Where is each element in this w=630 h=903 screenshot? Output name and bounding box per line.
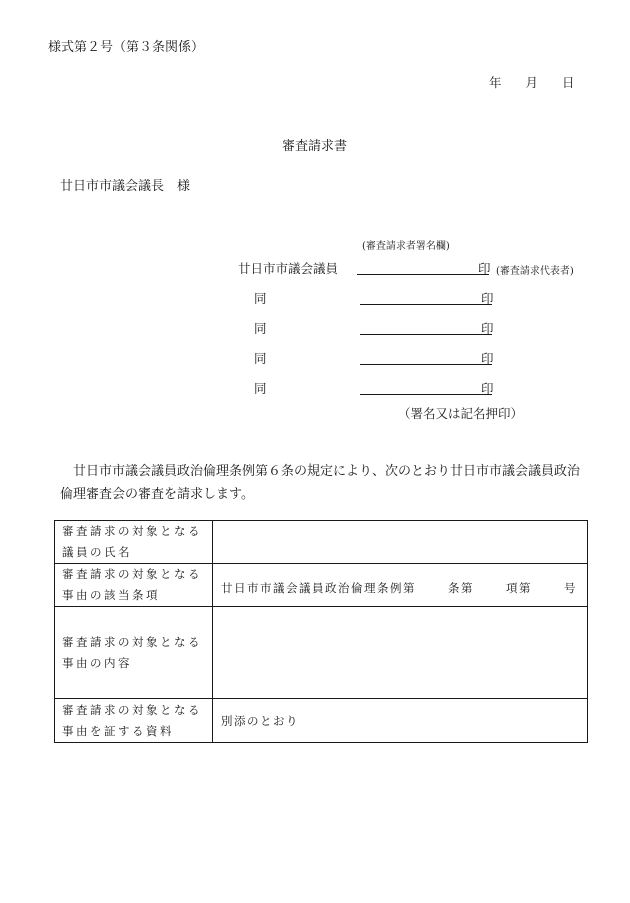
- signature-line: [360, 364, 492, 365]
- date-day: 日: [562, 75, 575, 90]
- table-row: [55, 607, 588, 699]
- seal-mark: 印: [481, 381, 494, 396]
- signature-note: （署名又は記名押印）: [398, 406, 524, 421]
- label-line: 審査請求の対象となる: [62, 567, 202, 581]
- signature-label-same: 同: [254, 351, 267, 366]
- label-line: 事由の内容: [62, 655, 132, 670]
- label-line: 事由の該当条項: [62, 588, 160, 602]
- signature-line: [357, 274, 489, 275]
- representative-note: (審査請求代表者): [496, 266, 574, 277]
- signature-line: [360, 304, 492, 305]
- signature-header: (審査請求者署名欄): [362, 241, 450, 252]
- addressee: 廿日市市議会議長 様: [60, 179, 191, 194]
- label-line: 審査請求の対象となる: [62, 702, 202, 717]
- row-label: [55, 699, 213, 743]
- body-text: 廿日市市議会議員政治倫理条例第６条の規定により、次のとおり廿日市市議会議員政治倫理審査会の審査を請求します。: [60, 464, 581, 502]
- label-line: 審査請求の対象となる: [62, 524, 202, 538]
- table-row: [55, 521, 588, 564]
- seal-mark: 印: [478, 261, 491, 276]
- clause-cell: [213, 564, 588, 607]
- form-number: 様式第２号（第３条関係）: [48, 40, 205, 55]
- signature-label-same: 同: [254, 381, 267, 396]
- date-line: [489, 73, 575, 91]
- request-table: [54, 520, 588, 743]
- clause-prefix: 廿日市市議会議員政治倫理条例第: [221, 581, 416, 595]
- evidence-cell: 別添のとおり: [213, 699, 588, 743]
- date-month: 月: [525, 75, 539, 90]
- signature-line: [360, 334, 492, 335]
- reason-content-cell: [213, 607, 588, 699]
- signature-label-same: 同: [254, 291, 267, 306]
- date-year: 年: [489, 75, 502, 90]
- member-name-cell: [213, 521, 588, 564]
- row-label: [55, 521, 213, 564]
- clause-article: 条第: [448, 581, 474, 595]
- row-label: [55, 607, 213, 699]
- label-line: 審査請求の対象となる: [62, 634, 202, 649]
- seal-mark: 印: [481, 291, 494, 306]
- table-row: [55, 699, 588, 743]
- seal-mark: 印: [481, 351, 494, 366]
- clause-item: 号: [564, 581, 577, 595]
- label-line: 事由を証する資料: [62, 723, 174, 738]
- signature-line: [360, 394, 492, 395]
- seal-mark: 印: [481, 321, 494, 336]
- row-label: [55, 564, 213, 607]
- table-row: [55, 564, 588, 607]
- signature-label-member: 廿日市市議会議員: [238, 261, 339, 276]
- label-line: 議員の氏名: [62, 545, 132, 559]
- signature-label-same: 同: [254, 321, 267, 336]
- page-title: 審査請求書: [282, 139, 348, 154]
- clause-paragraph: 項第: [506, 581, 532, 595]
